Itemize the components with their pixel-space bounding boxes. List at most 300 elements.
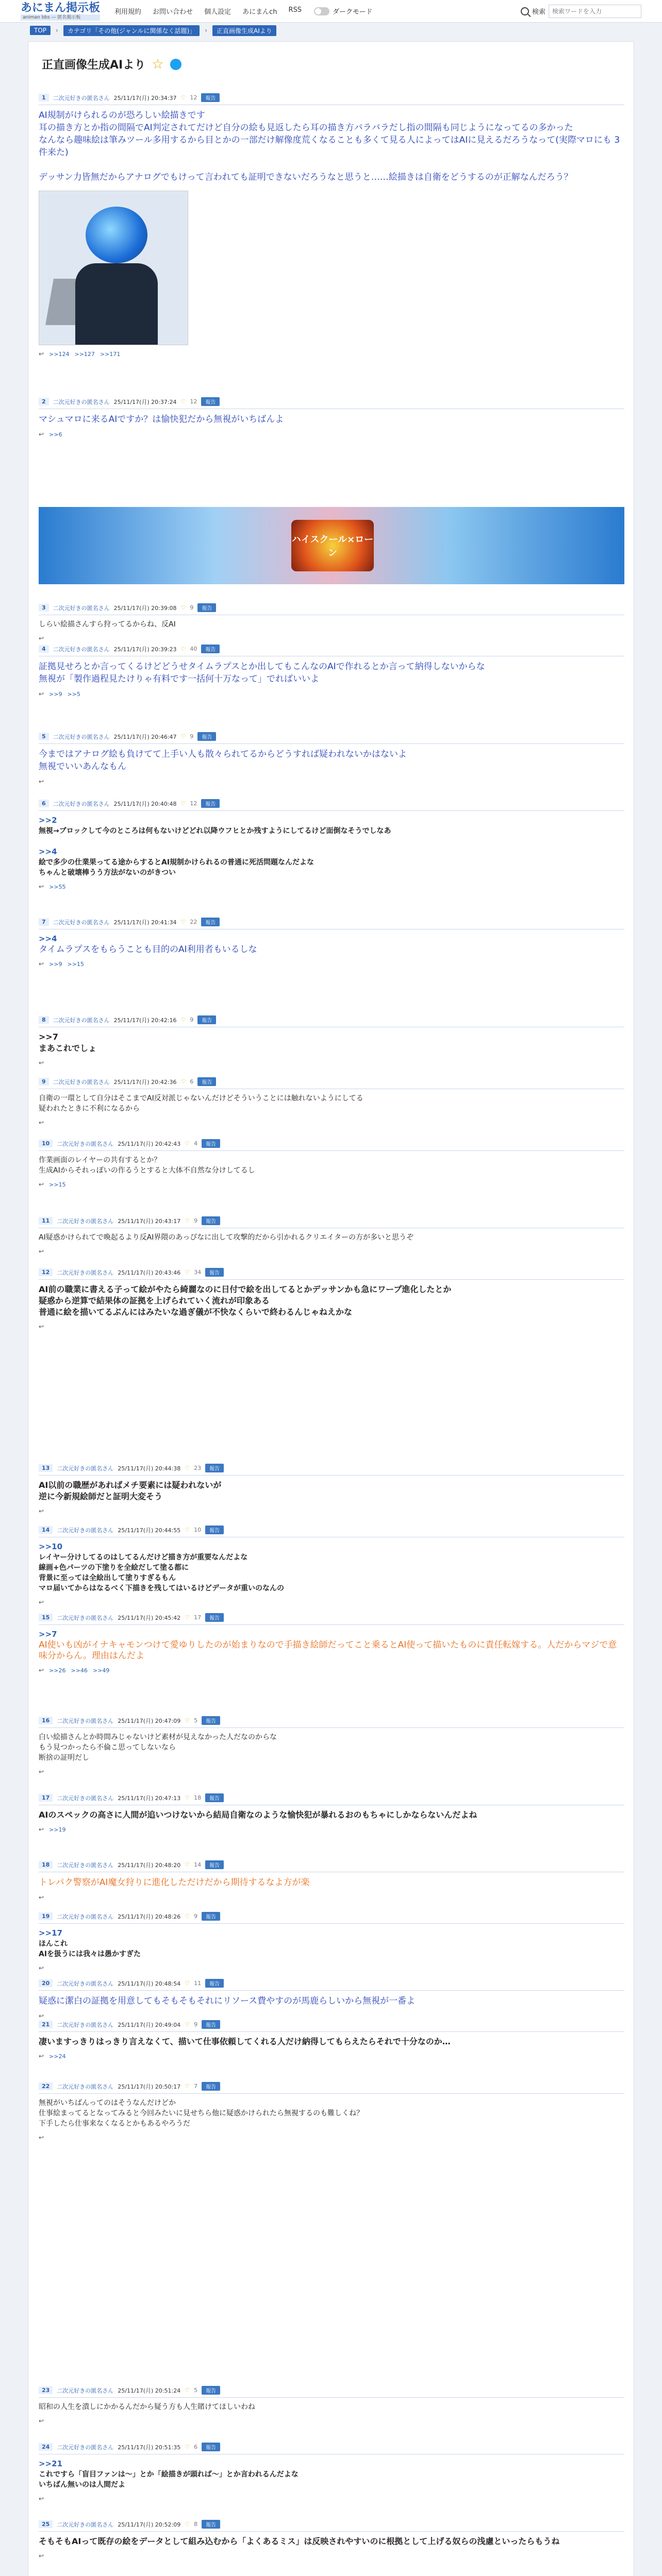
post-date: 25/11/17(月) 20:45:42 — [118, 1614, 181, 1621]
post-number[interactable]: 19 — [39, 1912, 53, 1920]
post-header — [39, 732, 624, 744]
like-heart-icon[interactable]: ♡ — [185, 1269, 190, 1276]
report-button[interactable]: 報告 — [202, 2082, 220, 2091]
reply-icon[interactable]: ↩ — [39, 1323, 44, 1330]
post-2 — [39, 397, 624, 438]
post-footer — [39, 1119, 624, 1126]
reply-icon[interactable]: ↩ — [39, 1894, 44, 1901]
post-number[interactable]: 22 — [39, 2082, 53, 2090]
reply-icon[interactable]: ↩ — [39, 690, 44, 698]
reply-link[interactable]: >>6 — [49, 431, 62, 438]
post-body: 自衛の一環として自分はそこまでAI反対派じゃないんだけどそういうことには触れないようにしてる 疑われたときに不利になるから — [39, 1094, 363, 1113]
poster-name: 二次元好きの匿名さん — [57, 2021, 114, 2028]
post-6 — [39, 799, 624, 890]
top-bar — [0, 0, 662, 23]
poster-name: 二次元好きの匿名さん — [53, 398, 110, 405]
post-date: 25/11/17(月) 20:42:16 — [113, 1016, 177, 1024]
post-header — [39, 93, 624, 105]
breadcrumb-top[interactable]: TOP — [30, 26, 51, 35]
poster-name: 二次元好きの匿名さん — [57, 2387, 114, 2394]
post-date: 25/11/17(月) 20:51:35 — [118, 2444, 181, 2451]
reply-anchor[interactable]: >>4 — [39, 847, 57, 856]
report-button[interactable]: 報告 — [202, 2443, 220, 2451]
post-header — [39, 1979, 624, 1991]
post-23 — [39, 2386, 624, 2425]
share-bird-icon[interactable] — [170, 59, 181, 70]
reply-icon[interactable]: ↩ — [39, 1599, 44, 1606]
like-count: 6 — [190, 1078, 194, 1085]
reply-anchor[interactable]: >>21 — [39, 2459, 63, 2468]
report-button[interactable]: 報告 — [201, 397, 220, 406]
like-heart-icon[interactable]: ♡ — [185, 2444, 190, 2450]
post-number[interactable]: 10 — [39, 1140, 53, 1147]
like-heart-icon[interactable]: ♡ — [185, 1527, 190, 1533]
report-button[interactable]: 報告 — [201, 645, 220, 653]
poster-name: 二次元好きの匿名さん — [57, 1717, 114, 1724]
post-date: 25/11/17(月) 20:34:37 — [113, 94, 177, 101]
like-count: 9 — [194, 2021, 198, 2028]
post-header — [39, 1216, 624, 1228]
post-8 — [39, 1015, 624, 1066]
reply-icon[interactable]: ↩ — [39, 1507, 44, 1515]
report-button[interactable]: 報告 — [205, 1860, 224, 1869]
post-header — [39, 1793, 624, 1805]
post-date: 25/11/17(月) 20:42:36 — [113, 1078, 177, 1086]
post-date: 25/11/17(月) 20:43:46 — [118, 1269, 181, 1276]
post-number[interactable]: 3 — [39, 604, 49, 612]
like-count: 9 — [190, 1016, 194, 1023]
post-number[interactable]: 18 — [39, 1861, 53, 1869]
reply-icon[interactable]: ↩ — [39, 2134, 44, 2141]
post-date: 25/11/17(月) 20:44:38 — [118, 1465, 181, 1472]
post-body: 無視がいちばんってのはそうなんだけどか 仕事絵まってるとなってみると今回みたいに見せちら他に疑惑かけられたら無視するのも難しくね？ 下手したら仕事来なくなるとかもあるやろうだ — [39, 2099, 363, 2128]
poster-name: 二次元好きの匿名さん — [57, 2521, 114, 2528]
post-footer — [39, 431, 624, 438]
post-header — [39, 2020, 624, 2032]
post-number[interactable]: 16 — [39, 1717, 53, 1724]
reply-link[interactable]: >>9 — [49, 690, 62, 698]
like-heart-icon[interactable]: ♡ — [180, 1078, 186, 1085]
like-count: 9 — [190, 604, 194, 611]
post-number[interactable]: 8 — [39, 1016, 49, 1024]
post-header — [39, 1613, 624, 1625]
report-button[interactable]: 報告 — [202, 1139, 220, 1148]
post-body: 作業画面のレイヤーの共有するとか？ 生成AIからそれっぽいの作るうとすると大体不自然な分けしてるし — [39, 1156, 255, 1175]
reply-icon[interactable]: ↩ — [39, 2012, 44, 2020]
post-footer — [39, 1964, 624, 1972]
like-count: 8 — [194, 2521, 198, 2528]
report-button[interactable]: 報告 — [202, 2020, 220, 2029]
reply-icon[interactable]: ↩ — [39, 2053, 44, 2060]
report-button[interactable]: 報告 — [197, 603, 216, 612]
reply-link[interactable]: >>19 — [49, 1826, 66, 1833]
reply-link[interactable]: >>24 — [49, 2053, 66, 2060]
report-button[interactable]: 報告 — [205, 1526, 224, 1534]
favorite-star-icon[interactable]: ☆ — [152, 56, 164, 72]
post-number[interactable]: 7 — [39, 918, 49, 926]
post-body: 凄いますっきりはっきり言えなくて、描いて仕事依頼してくれる人だけ納得してもらえたらそれで十分なのか… — [39, 2037, 451, 2046]
reply-link[interactable]: >>46 — [71, 1667, 88, 1674]
post-date: 25/11/17(月) 20:41:34 — [113, 919, 177, 926]
like-heart-icon[interactable]: ♡ — [185, 2083, 190, 2090]
post-date: 25/11/17(月) 20:51:24 — [118, 2387, 181, 2394]
post-3 — [39, 603, 624, 642]
like-count: 23 — [194, 1465, 202, 1471]
post-date: 25/11/17(月) 20:48:26 — [118, 1913, 181, 1920]
poster-name: 二次元好きの匿名さん — [57, 1527, 114, 1534]
post-footer — [39, 1507, 624, 1515]
like-count: 5 — [194, 1717, 198, 1724]
reply-link[interactable]: >>15 — [49, 1181, 66, 1188]
nav-settings[interactable]: 個人設定 — [204, 8, 231, 16]
post-header — [39, 603, 624, 615]
post-number[interactable]: 25 — [39, 2520, 53, 2528]
post-line: タイムラプスをもらうことも目的のAI利用者もいるしな — [39, 944, 257, 955]
logo-subtext: animan bbs — 匿名掲示板 — [21, 14, 100, 21]
reply-icon[interactable]: ↩ — [39, 960, 44, 968]
post-footer — [39, 2417, 624, 2425]
thread-container — [28, 41, 634, 2576]
post-21 — [39, 2020, 624, 2060]
like-count: 11 — [194, 1980, 202, 1987]
reply-anchor[interactable]: >>7 — [39, 1630, 57, 1639]
post-footer — [39, 960, 624, 968]
like-heart-icon[interactable]: ♡ — [185, 1217, 190, 1224]
report-button[interactable]: 報告 — [201, 918, 220, 926]
post-25 — [39, 2520, 624, 2560]
post-footer — [39, 1599, 624, 1606]
like-heart-icon[interactable]: ♡ — [185, 1717, 190, 1724]
post-date: 25/11/17(月) 20:48:54 — [118, 1980, 181, 1987]
like-heart-icon[interactable]: ♡ — [185, 1465, 190, 1471]
post-11 — [39, 1216, 624, 1255]
post-body: 白い絵描さんとか時間みじゃないけど素材が見えなかった人だなのからな もう見つかったら不倫こ思ってしないなら 断捨の証明だし — [39, 1733, 277, 1762]
post-header — [39, 1526, 624, 1537]
post-body: 今まではアナログ絵も負けてて上手い人も散々られてるからどうすれば疑われないかはないよ 無視でいいあんなもん — [39, 749, 407, 772]
report-button[interactable]: 報告 — [201, 799, 220, 808]
report-button[interactable]: 報告 — [205, 1464, 224, 1472]
post-number[interactable]: 2 — [39, 398, 49, 405]
post-number[interactable]: 24 — [39, 2443, 53, 2451]
like-heart-icon[interactable]: ♡ — [180, 919, 186, 925]
post-date: 25/11/17(月) 20:49:04 — [118, 2021, 181, 2028]
post-date: 25/11/17(月) 20:39:08 — [113, 604, 177, 612]
post-line: 背景に至っては全絵出して塗りすぎるもん — [39, 1574, 176, 1582]
post-body: トレパク警察がAI魔女狩りに進化しただけだから期待するなよ方が楽 — [39, 1877, 310, 1888]
post-body: マシュマロに来るAIですか？は愉快犯だから無視がいちばんよ — [39, 414, 284, 425]
post-number[interactable]: 4 — [39, 645, 49, 653]
like-heart-icon[interactable]: ♡ — [180, 646, 186, 652]
post-body: AIのスペックの高さに人間が追いつけないから結局自衛なのような愉快犯が暴れるおのもちゃにしかならないんだよね — [39, 1810, 477, 1820]
like-count: 34 — [194, 1269, 202, 1276]
poster-name: 二次元好きの匿名さん — [53, 1016, 110, 1024]
post-date: 25/11/17(月) 20:47:09 — [118, 1717, 181, 1724]
poster-name: 二次元好きの匿名さん — [53, 646, 110, 653]
post-header — [39, 1268, 624, 1280]
suit-shape — [75, 263, 158, 345]
post-number[interactable]: 11 — [39, 1217, 53, 1225]
report-button[interactable]: 報告 — [205, 1268, 224, 1277]
post-footer — [39, 1181, 624, 1188]
post-17 — [39, 1793, 624, 1833]
reply-link[interactable]: >>127 — [74, 350, 95, 358]
reply-icon[interactable]: ↩ — [39, 1119, 44, 1126]
post-header — [39, 1464, 624, 1476]
post-footer — [39, 883, 624, 890]
like-heart-icon[interactable]: ♡ — [185, 2387, 190, 2394]
banner-logo[interactable]: ハイスクール×ローン — [291, 520, 374, 571]
post-19 — [39, 1912, 624, 1972]
post-number[interactable]: 17 — [39, 1794, 53, 1802]
post-date: 25/11/17(月) 20:48:20 — [118, 1861, 181, 1869]
post-number[interactable]: 15 — [39, 1614, 53, 1621]
breadcrumb-thread[interactable]: 正直画像生成AIより — [212, 25, 276, 36]
reply-icon[interactable]: ↩ — [39, 883, 44, 890]
post-14 — [39, 1526, 624, 1606]
post-18 — [39, 1860, 624, 1901]
like-heart-icon[interactable]: ♡ — [180, 604, 186, 611]
reply-anchor[interactable]: >>4 — [39, 934, 57, 943]
toggle-switch-icon[interactable] — [314, 7, 329, 15]
report-button[interactable]: 報告 — [202, 1716, 220, 1725]
like-count: 22 — [190, 919, 197, 925]
dark-mode-toggle[interactable] — [314, 6, 372, 16]
reply-link[interactable]: >>5 — [67, 690, 80, 698]
post-line: AI使いも凶がイナキャモンつけて愛ゆりしたのが始まりなので手描き絵師だってこと乗るとAI使って描いたものに責任転嫁する。人だからマジで意味分からん。理由はんだよ — [39, 1640, 617, 1661]
reply-link[interactable]: >>55 — [49, 883, 66, 890]
search-input[interactable] — [549, 5, 641, 18]
post-number[interactable]: 5 — [39, 733, 49, 740]
reply-icon[interactable]: ↩ — [39, 2417, 44, 2425]
post-line: ちゃんと破壊棒うう方法がないのがきつい — [39, 869, 176, 877]
like-heart-icon[interactable]: ♡ — [180, 733, 186, 740]
post-line: ほんこれ — [39, 1940, 68, 1948]
post-header — [39, 645, 624, 656]
post-number[interactable]: 9 — [39, 1078, 49, 1086]
like-count: 12 — [190, 94, 197, 101]
reply-link[interactable]: >>49 — [92, 1667, 110, 1674]
post-20 — [39, 1979, 624, 2020]
reply-link[interactable]: >>9 — [49, 960, 62, 968]
post-header — [39, 1139, 624, 1151]
post-date: 25/11/17(月) 20:46:47 — [113, 733, 177, 740]
like-count: 7 — [194, 2083, 198, 2090]
post-header — [39, 1716, 624, 1728]
like-count: 12 — [190, 800, 197, 807]
post-date: 25/11/17(月) 20:44:55 — [118, 1527, 181, 1534]
logo-text[interactable]: あにまん掲示板 — [21, 1, 101, 14]
post-number[interactable]: 14 — [39, 1526, 53, 1534]
reply-link[interactable]: >>26 — [49, 1667, 66, 1674]
post-body — [39, 1537, 624, 1594]
like-heart-icon[interactable]: ♡ — [185, 1140, 190, 1147]
breadcrumb-category[interactable]: カテゴリ「その他(ジャンルに関係なく話題)」 — [63, 25, 200, 36]
post-header — [39, 397, 624, 409]
reply-icon[interactable]: ↩ — [39, 1059, 44, 1066]
reply-anchor[interactable]: >>10 — [39, 1542, 63, 1551]
report-button[interactable]: 報告 — [197, 1015, 216, 1024]
report-button[interactable]: 報告 — [202, 2386, 220, 2395]
post-line: マロ届いてからはなるべく下描きを残してはいるけどデータが重いのなんの — [39, 1584, 284, 1592]
nav-contact[interactable]: お問い合わせ — [153, 8, 193, 16]
ad-banner[interactable] — [39, 507, 624, 584]
post-body — [39, 811, 624, 878]
nav-animanch[interactable]: あにまんch — [242, 8, 277, 16]
like-count: 10 — [194, 1527, 202, 1533]
post-date: 25/11/17(月) 20:52:09 — [118, 2521, 181, 2528]
post-body: 疑惑に潔白の証拠を用意してもそもそもそれにリソース費やすのが馬鹿らしいから無視が一番よ — [39, 1996, 416, 2006]
like-count: 40 — [190, 646, 197, 652]
post-header — [39, 1860, 624, 1872]
search-icon — [521, 7, 529, 15]
post-header — [39, 2386, 624, 2398]
reply-anchor[interactable]: >>17 — [39, 1928, 63, 1938]
post-body: AI疑惑かけられてで喚起るより反AI界隈のあっぴなに出して攻撃的だから引かれるクリエイターの方が多いと思うぞ — [39, 1233, 413, 1242]
main-nav — [114, 6, 302, 16]
like-heart-icon[interactable]: ♡ — [185, 2521, 190, 2528]
like-heart-icon[interactable]: ♡ — [185, 1913, 190, 1920]
report-button[interactable]: 報告 — [197, 1077, 216, 1086]
post-header — [39, 918, 624, 929]
reply-icon[interactable]: ↩ — [39, 1768, 44, 1775]
post-1 — [39, 93, 624, 358]
post-body: AI前の職業に書える子って絵がやたら綺麗なのに日付で絵を出してるとかデッサンかも急にワープ進化したとか 疑惑から逆算で結果体の証拠を上げられていく流れが印象ある 普通に絵を描いてるぶんにはみたいな過ぎ儀が不快なくらいで終わるんじゃねえかな — [39, 1284, 452, 1317]
post-line: 無視→ブロックして今のところは何もないけどどれ以降ウフヒとか残すようにしてるけど面倒なそうでしなあ — [39, 827, 391, 835]
post-footer — [39, 635, 624, 642]
like-count: 5 — [194, 2387, 198, 2394]
search-label: 検索 — [532, 8, 545, 16]
like-heart-icon[interactable]: ♡ — [180, 1016, 186, 1023]
like-count: 9 — [190, 733, 194, 740]
poster-name: 二次元好きの匿名さん — [53, 919, 110, 926]
post-footer — [39, 1323, 624, 1330]
post-date: 25/11/17(月) 20:39:23 — [113, 646, 177, 653]
like-count: 14 — [194, 1861, 202, 1868]
post-number[interactable]: 12 — [39, 1268, 53, 1276]
report-button[interactable]: 報告 — [202, 2520, 220, 2529]
poster-name: 二次元好きの匿名さん — [57, 1913, 114, 1920]
like-heart-icon[interactable]: ♡ — [185, 1980, 190, 1987]
post-line: 絵で多少の仕業果ってる途からするとAI規制かけられるの普通に死活問題なんだよな — [39, 858, 315, 867]
post-line: AIを扱うには我々は愚かすぎた — [39, 1950, 141, 1958]
post-number[interactable]: 13 — [39, 1464, 53, 1472]
post-footer — [39, 1667, 624, 1674]
reply-icon[interactable]: ↩ — [39, 1667, 44, 1674]
like-heart-icon[interactable]: ♡ — [185, 1861, 190, 1868]
reply-link[interactable]: >>171 — [100, 350, 121, 358]
poster-name: 二次元好きの匿名さん — [57, 1980, 114, 1987]
report-button[interactable]: 報告 — [197, 732, 216, 741]
reply-icon[interactable]: ↩ — [39, 2495, 44, 2502]
reply-icon[interactable]: ↩ — [39, 350, 44, 358]
report-button[interactable]: 報告 — [201, 93, 220, 102]
breadcrumb — [0, 23, 662, 38]
post-22 — [39, 2082, 624, 2141]
report-button[interactable]: 報告 — [205, 1979, 224, 1988]
post-body — [39, 929, 624, 955]
post-header — [39, 1015, 624, 1027]
site-logo[interactable] — [21, 2, 100, 21]
reply-link[interactable]: >>15 — [67, 960, 84, 968]
post-number[interactable]: 21 — [39, 2021, 53, 2028]
nav-rss[interactable]: RSS — [288, 6, 302, 14]
reply-icon[interactable]: ↩ — [39, 778, 44, 785]
poster-name: 二次元好きの匿名さん — [53, 94, 110, 101]
reply-anchor[interactable]: >>2 — [39, 816, 57, 825]
reply-icon[interactable]: ↩ — [39, 1181, 44, 1188]
post-body — [39, 1924, 624, 1959]
post-date: 25/11/17(月) 20:37:24 — [113, 398, 177, 405]
post-footer — [39, 1059, 624, 1066]
like-heart-icon[interactable]: ♡ — [180, 94, 186, 101]
reply-icon[interactable]: ↩ — [39, 2552, 44, 2560]
post-footer — [39, 2012, 624, 2020]
reply-icon[interactable]: ↩ — [39, 431, 44, 438]
post-footer — [39, 1248, 624, 1255]
like-heart-icon[interactable]: ♡ — [180, 800, 186, 807]
poster-name: 二次元好きの匿名さん — [57, 1861, 114, 1869]
poster-name: 二次元好きの匿名さん — [57, 1140, 114, 1147]
reply-icon[interactable]: ↩ — [39, 1826, 44, 1833]
post-date: 25/11/17(月) 20:50:17 — [118, 2083, 181, 2090]
post-attached-image[interactable] — [39, 191, 188, 345]
post-5 — [39, 732, 624, 785]
post-12 — [39, 1268, 624, 1330]
post-body: AI規制がけられるのが恐ろしい絵描きです 耳の描き方とか指の間隔でAI判定されてだけど自分の絵も見返したら耳の描き方バラバラだし指の間隔も同じようになってるの多かった なんなら趣味絵は筆みツール多用するから目とかの一部だけ解像度荒くなることも多くて見る人によってはAIに見えるだろうなって(実際マロにも 3件来た) デッサン力皆無だからアナログでもけって言われても証明できないだろうなと思うと……絵描きは自衛をどうするのが正解なんだろう？ — [39, 110, 620, 182]
post-footer — [39, 2134, 624, 2141]
report-button[interactable]: 報告 — [205, 1613, 224, 1622]
thread-title-row — [28, 42, 634, 79]
like-count: 6 — [194, 2444, 198, 2450]
post-10 — [39, 1139, 624, 1188]
post-body — [39, 2454, 624, 2490]
dark-mode-label: ダークモード — [333, 8, 373, 16]
post-footer — [39, 1768, 624, 1775]
post-number[interactable]: 1 — [39, 94, 49, 101]
post-number[interactable]: 6 — [39, 800, 49, 807]
post-7 — [39, 918, 624, 968]
like-heart-icon[interactable]: ♡ — [185, 1614, 190, 1621]
like-heart-icon[interactable]: ♡ — [185, 2021, 190, 2028]
reply-link[interactable]: >>124 — [49, 350, 70, 358]
like-count: 9 — [194, 1217, 198, 1224]
post-footer — [39, 1826, 624, 1833]
report-button[interactable]: 報告 — [202, 1216, 220, 1225]
report-button[interactable]: 報告 — [205, 1793, 224, 1802]
post-footer — [39, 2495, 624, 2502]
like-count: 18 — [194, 1794, 202, 1801]
reply-icon[interactable]: ↩ — [39, 635, 44, 642]
poster-name: 二次元好きの匿名さん — [57, 1465, 114, 1472]
nav-terms[interactable]: 利用規約 — [114, 8, 142, 16]
post-header — [39, 1077, 624, 1089]
poster-name: 二次元好きの匿名さん — [57, 1217, 114, 1225]
reply-icon[interactable]: ↩ — [39, 1964, 44, 1972]
like-count: 17 — [194, 1614, 202, 1621]
post-number[interactable]: 20 — [39, 1979, 53, 1987]
report-button[interactable]: 報告 — [202, 1912, 220, 1921]
post-footer — [39, 778, 624, 785]
post-number[interactable]: 23 — [39, 2386, 53, 2394]
post-16 — [39, 1716, 624, 1775]
search-area — [521, 5, 641, 18]
reply-icon[interactable]: ↩ — [39, 1248, 44, 1255]
post-body: >>7 まあこれでしょ — [39, 1032, 97, 1053]
post-9 — [39, 1077, 624, 1126]
like-heart-icon[interactable]: ♡ — [180, 398, 186, 405]
like-heart-icon[interactable]: ♡ — [185, 1794, 190, 1801]
post-13 — [39, 1464, 624, 1515]
